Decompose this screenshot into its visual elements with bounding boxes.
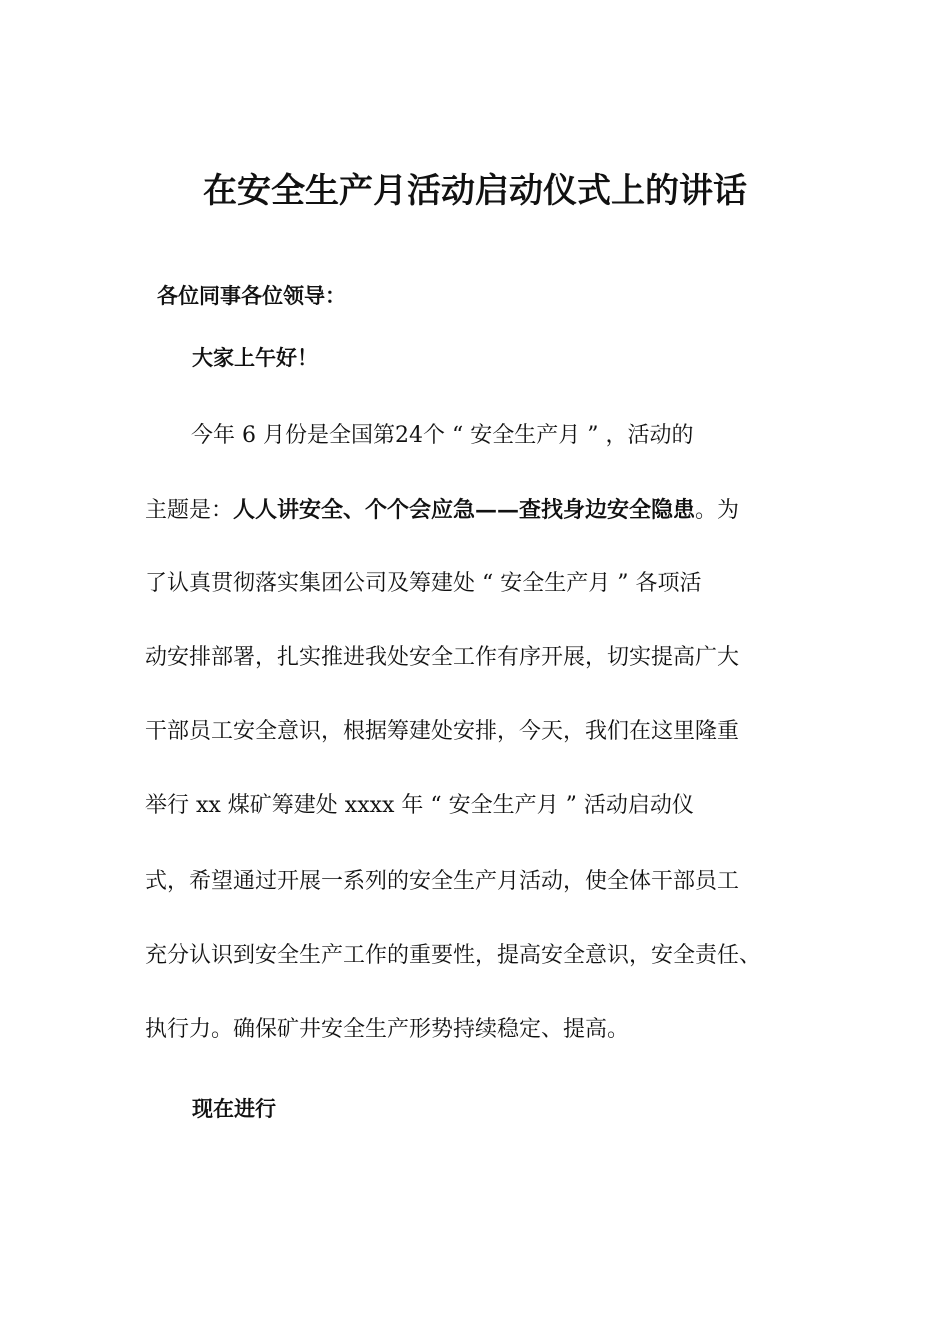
body-line-text: 执行力。确保矿井安全生产形势持续稳定、提高。 — [145, 1017, 630, 1042]
document-title: 在安全生产月活动启动仪式上的讲话 — [203, 171, 747, 211]
body-line-text: 充分认识到安全生产工作的重要性，提高安全意识，安全责任、 — [145, 943, 762, 968]
body-line-text: 举行 xx 煤矿筹建处 xxxx 年 “ 安全生产月 ” 活动启动仪 — [145, 793, 694, 818]
body-line — [145, 642, 815, 674]
body-line — [145, 568, 815, 600]
body-line-text: 干部员工安全意识，根据筹建处安排，今天，我们在这里隆重 — [145, 719, 740, 744]
greeting: 大家上午好！ — [192, 346, 318, 370]
body-line-text: 主题是： — [145, 498, 234, 523]
body-line-text: 。为 — [695, 498, 740, 523]
body-line — [145, 1014, 815, 1046]
body-line — [145, 790, 815, 822]
body-line-text: 了认真贯彻落实集团公司及筹建处 “ 安全生产月 ” 各项活 — [145, 571, 702, 596]
body-line — [145, 716, 815, 748]
body-line-text: 今年 6 月份是全国第24个 “ 安全生产月 ” ，活动的 — [191, 423, 694, 448]
body-line-text: 动安排部署，扎实推进我处安全工作有序开展，切实提高广大 — [145, 645, 740, 670]
body-line — [145, 866, 815, 898]
salutation: 各位同事各位领导： — [157, 284, 346, 308]
body-line — [145, 940, 815, 972]
theme-text: 人人讲安全、个个会应急——查找身边安全隐患 — [233, 497, 696, 523]
closing-text: 现在进行 — [192, 1097, 276, 1121]
body-line — [145, 420, 815, 452]
body-line-text: 式，希望通过开展一系列的安全生产月活动，使全体干部员工 — [145, 869, 740, 894]
body-line — [145, 494, 815, 527]
